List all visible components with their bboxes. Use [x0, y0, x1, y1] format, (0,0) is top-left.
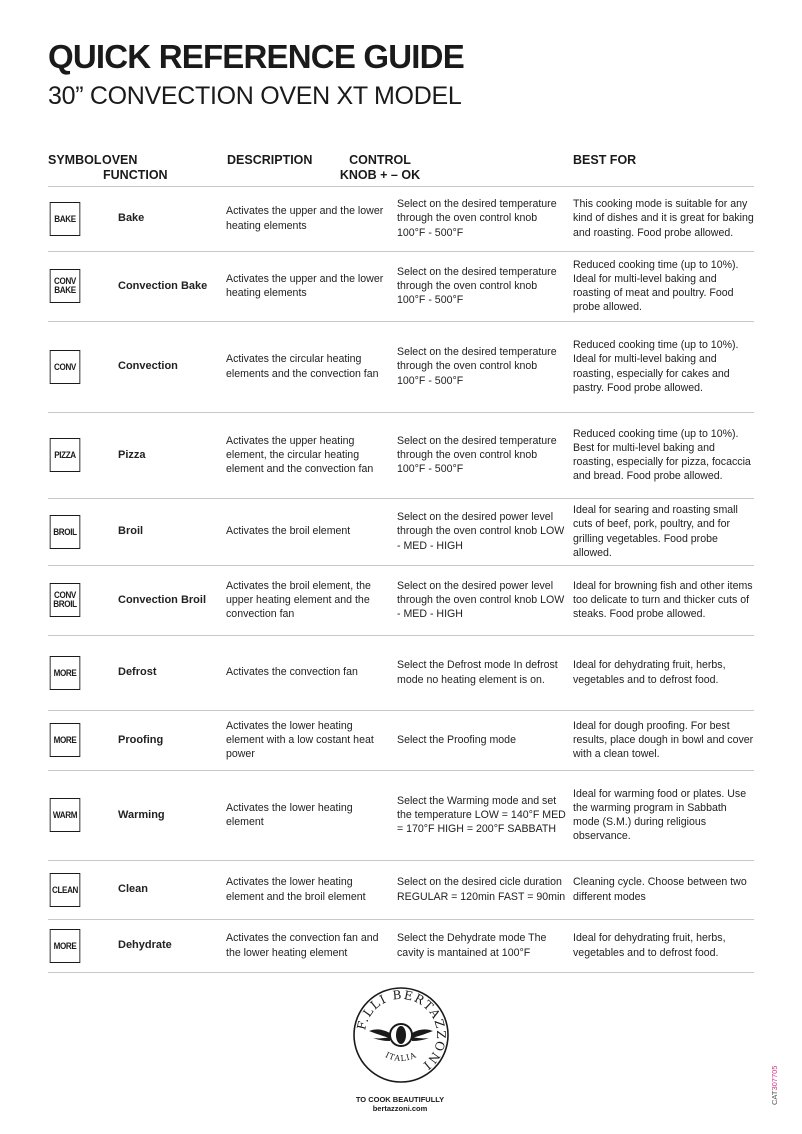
control-knob-text: Select the Dehydrate mode The cavity is mantained at 100°F [397, 932, 547, 959]
logo-country-text: ITALIA [383, 1050, 419, 1064]
best-for-cell [573, 569, 755, 631]
table-bottom-rule [48, 972, 754, 973]
description-cell [226, 255, 388, 317]
description-cell [226, 190, 388, 247]
control-knob-text: Select on the desired cicle duration REGULAR = 120min FAST = 90min [397, 876, 566, 903]
description-text: Activates the convection fan and the lower heating element [226, 932, 379, 959]
header-best-for: BEST FOR [573, 153, 637, 167]
best-for-text: Ideal for dehydrating fruit, herbs, vegetables and to defrost food. [573, 659, 726, 686]
function-name: Proofing [118, 733, 164, 746]
function-name: Pizza [118, 448, 146, 461]
description-cell [226, 502, 388, 561]
description-text: Activates the broil element, the upper heating element and the convection fan [226, 579, 371, 621]
best-for-text: Cleaning cycle. Choose between two different modes [573, 876, 747, 903]
control-knob-text: Select on the desired temperature through the oven control knob 100°F - 500°F [397, 346, 557, 387]
function-name: Convection Bake [118, 279, 208, 292]
function-cell [118, 190, 228, 247]
best-for-text: Ideal for browning fish and other items too delicate to turn and thicker cuts of steaks. Food probe allowed. [573, 579, 753, 621]
catalog-prefix: CAT [770, 1090, 779, 1105]
best-for-cell [573, 255, 755, 317]
row-divider [48, 710, 754, 711]
row-divider [48, 635, 754, 636]
oven-symbol-icon: CONV BROIL [50, 583, 81, 617]
control-knob-cell [397, 639, 567, 706]
oven-symbol-icon: MORE [50, 929, 81, 963]
function-cell [118, 714, 228, 766]
row-divider [48, 919, 754, 920]
function-cell [118, 864, 228, 915]
control-knob-text: Select on the desired temperature through the oven control knob 100°F - 500°F [397, 198, 557, 239]
function-name: Dehydrate [118, 939, 172, 952]
row-divider [48, 412, 754, 413]
function-cell [118, 639, 228, 706]
page-subtitle: 30” CONVECTION OVEN XT MODEL [48, 82, 462, 110]
function-name: Clean [118, 883, 148, 896]
control-knob-cell [397, 325, 567, 408]
function-name: Convection Broil [118, 593, 207, 606]
function-cell [118, 774, 228, 856]
row-divider [48, 498, 754, 499]
function-cell [118, 255, 228, 317]
control-knob-text: Select on the desired temperature through the oven control knob 100°F - 500°F [397, 434, 557, 476]
control-knob-text: Select on the desired temperature through the oven control knob 100°F - 500°F [397, 265, 557, 307]
description-cell [226, 639, 388, 706]
website: bertazzoni.com [372, 1104, 428, 1113]
best-for-text: Ideal for searing and roasting small cuts of beef, pork, poultry, and for grilling vegetables. Food probe allowed. [573, 504, 738, 559]
description-cell [226, 569, 388, 631]
best-for-cell [573, 325, 755, 408]
function-cell [118, 416, 228, 494]
control-knob-text: Select the Warming mode and set the temperature LOW = 140°F MED = 170°F HIGH = 200°F SABBATH [397, 794, 566, 836]
best-for-cell [573, 416, 755, 494]
description-text: Activates the lower heating element and the broil element [226, 876, 366, 903]
description-text: Activates the lower heating element [226, 801, 353, 828]
best-for-text: Ideal for warming food or plates. Use the warming program in Sabbath mode (S.M.) during religious observance. [573, 787, 747, 843]
row-divider [48, 565, 754, 566]
best-for-cell [573, 190, 755, 247]
row-divider [48, 186, 754, 187]
best-for-text: Reduced cooking time (up to 10%). Best for multi-level baking and roasting, especially for pizza, focaccia and bread. Food probe allowed. [573, 427, 751, 483]
best-for-cell [573, 923, 755, 968]
function-cell [118, 502, 228, 561]
control-knob-cell [397, 774, 567, 856]
description-cell [226, 714, 388, 766]
oven-symbol-icon: CLEAN [50, 873, 81, 907]
control-knob-text: Select the Proofing mode [397, 733, 516, 746]
description-text: Activates the circular heating elements and the convection fan [226, 353, 379, 380]
control-knob-cell [397, 190, 567, 247]
oven-symbol-icon: PIZZA [50, 438, 81, 472]
description-cell [226, 923, 388, 968]
description-text: Activates the upper and the lower heating elements [226, 272, 384, 299]
control-knob-cell [397, 714, 567, 766]
best-for-cell [573, 639, 755, 706]
oven-symbol-icon: WARM [50, 798, 81, 832]
description-text: Activates the upper heating element, the circular heating element and the convection fan [226, 434, 374, 476]
header-symbol: SYMBOL [48, 153, 102, 167]
control-knob-text: Select on the desired power level through the oven control knob LOW - MED - HIGH [397, 511, 565, 552]
header-oven-function: OVEN FUNCTION [102, 153, 168, 182]
best-for-text: Ideal for dough proofing. For best results, place dough in bowl and cover with a clean towel. [573, 719, 754, 761]
description-text: Activates the broil element [226, 525, 351, 538]
function-name: Convection [118, 360, 178, 373]
tagline: TO COOK BEAUTIFULLY [355, 1095, 445, 1104]
row-divider [48, 770, 754, 771]
oven-symbol-icon: CONV [50, 350, 81, 384]
best-for-text: Ideal for dehydrating fruit, herbs, vegetables and to defrost food. [573, 932, 726, 959]
oven-symbol-icon: CONV BAKE [50, 269, 81, 303]
row-divider [48, 321, 754, 322]
best-for-cell [573, 774, 755, 856]
page-title: QUICK REFERENCE GUIDE [48, 38, 464, 75]
oven-symbol-icon: BROIL [50, 515, 81, 549]
bertazzoni-logo [349, 983, 453, 1087]
function-name: Bake [118, 212, 145, 225]
oven-symbol-icon: MORE [50, 656, 81, 690]
function-name: Defrost [118, 666, 157, 679]
description-text: Activates the upper and the lower heating elements [226, 205, 384, 232]
function-cell [118, 569, 228, 631]
control-knob-cell [397, 569, 567, 631]
best-for-cell [573, 502, 755, 561]
description-text: Activates the convection fan [226, 666, 358, 679]
row-divider [48, 251, 754, 252]
control-knob-text: Select the Defrost mode In defrost mode no heating element is on. [397, 659, 558, 686]
best-for-text: Reduced cooking time (up to 10%). Ideal for multi-level baking and roasting, especially for cakes and pastry. Food probe allowed. [573, 339, 739, 394]
control-knob-cell [397, 864, 567, 915]
function-name: Warming [118, 808, 165, 821]
description-cell [226, 325, 388, 408]
logo-ring-text: F.LLI BERTAZZONI [354, 987, 449, 1074]
best-for-text: This cooking mode is suitable for any kind of dishes and it is great for baking and roasting. Food probe allowed. [573, 198, 754, 239]
function-cell [118, 325, 228, 408]
best-for-cell [573, 714, 755, 766]
best-for-text: Reduced cooking time (up to 10%). Ideal for multi-level baking and roasting of meat and poultry. Food probe allowed. [573, 258, 739, 314]
control-knob-cell [397, 502, 567, 561]
svg-text:ITALIA [384, 1050, 418, 1063]
catalog-number: 307705 [770, 1065, 779, 1091]
description-text: Activates the lower heating element with a low costant heat power [226, 719, 374, 761]
control-knob-cell [397, 416, 567, 494]
oven-symbol-icon: BAKE [50, 202, 81, 236]
header-control-knob: CONTROL KNOB + – OK [339, 153, 421, 182]
catalog-code [770, 1066, 779, 1105]
description-cell [226, 774, 388, 856]
control-knob-cell [397, 255, 567, 317]
control-knob-cell [397, 923, 567, 968]
header-description: DESCRIPTION [227, 153, 313, 167]
row-divider [48, 860, 754, 861]
best-for-cell [573, 864, 755, 915]
control-knob-text: Select on the desired power level through the oven control knob LOW - MED - HIGH [397, 579, 565, 621]
function-name: Broil [118, 525, 144, 538]
description-cell [226, 416, 388, 494]
description-cell [226, 864, 388, 915]
oven-symbol-icon: MORE [50, 723, 81, 757]
function-cell [118, 923, 228, 968]
